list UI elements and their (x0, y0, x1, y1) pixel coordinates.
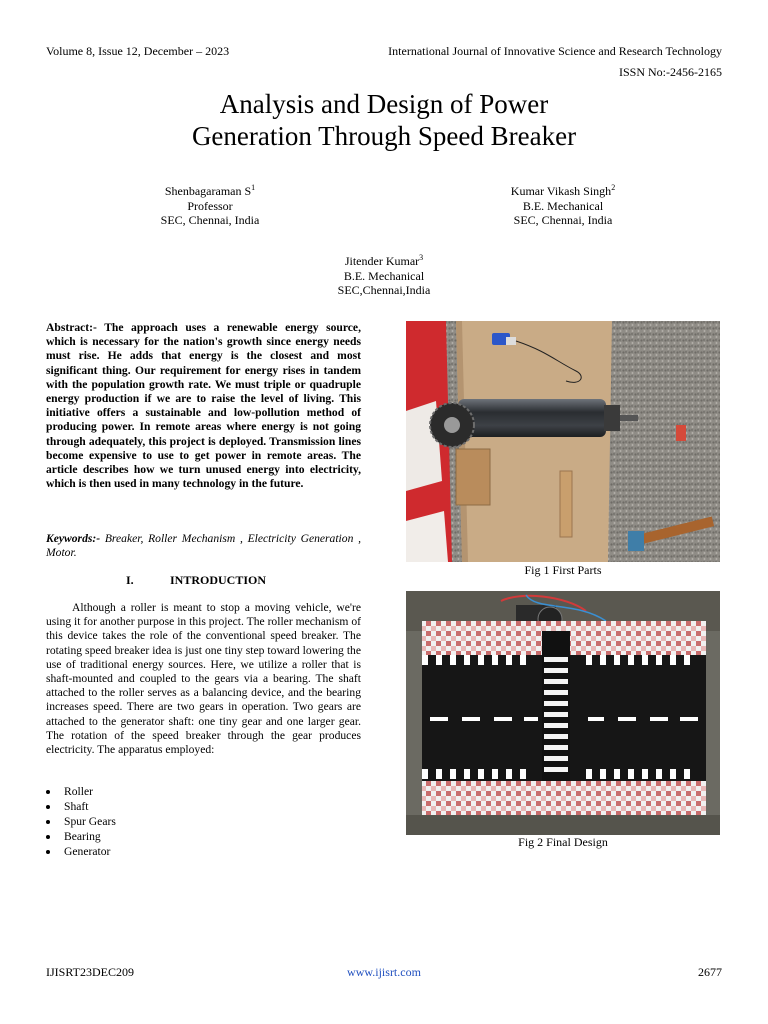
figure-2-photo (406, 591, 720, 835)
author-affiliation-marker: 1 (251, 183, 256, 192)
author-role: B.E. Mechanical (343, 268, 425, 283)
keywords-label: Keywords:- (46, 532, 101, 545)
author-affiliation-marker: 2 (611, 183, 616, 192)
paper-title-line-2: Generation Through Speed Breaker (191, 121, 577, 151)
bullet-icon (46, 835, 50, 839)
list-item: Roller (46, 784, 361, 799)
author-affiliation: SEC, Chennai, India (513, 213, 613, 227)
journal-volume-issue: Volume 8, Issue 12, December – 2023 (46, 44, 230, 58)
list-item: Spur Gears (46, 814, 361, 829)
author-block-2 (483, 181, 643, 228)
prototype-parts-illustration (406, 321, 720, 562)
bullet-icon (46, 820, 50, 824)
figure-1-caption: Fig 1 First Parts (524, 563, 602, 577)
issn-number: ISSN No:-2456-2165 (618, 65, 722, 79)
section-number: I. (126, 573, 134, 587)
author-name: Jitender Kumar (344, 254, 420, 268)
author-role: Professor (187, 198, 233, 213)
paper-title (0, 88, 768, 152)
bullet-icon (46, 805, 50, 809)
abstract-text: The approach uses a renewable energy source, which is necessary for the nation's growth since energy needs must rise. He adds that energy is the closest and most significant thing. Our requirement for energy rises in tandem with the population growth rate. We must triple or quadruple energy production if we are to raise the level of living. This initiative offers a sustainable and low-pollution method of producing power. In remote areas where energy is not going through adequately, this project is deployed. Transmission lines become expensive to use to get power in remote areas. The article describes how we turn unused energy into electricity, which is then used in many technology in the future. (46, 321, 361, 491)
author-affiliation: SEC,Chennai,India (337, 283, 431, 297)
list-item: Bearing (46, 829, 361, 844)
page-number: 2677 (698, 965, 722, 979)
section-title: INTRODUCTION (170, 573, 267, 587)
paper-id: IJISRT23DEC209 (46, 965, 134, 979)
author-affiliation: SEC, Chennai, India (160, 213, 260, 227)
figure-1-photo (406, 321, 720, 562)
abstract-label: Abstract:- (46, 321, 97, 334)
keywords-text: Breaker, Roller Mechanism , Electricity Generation , Motor. (46, 532, 361, 560)
list-item: Generator (46, 844, 361, 859)
author-name: Kumar Vikash Singh (510, 184, 612, 198)
author-block-1 (130, 181, 290, 228)
introduction-paragraph: Although a roller is meant to stop a moving vehicle, we're using it for another purpose in this project. The roller mechanism of this device takes the role of the conventional speed breaker. The rotating speed breaker idea is just one tiny step toward lowering the use of traditional energy sources. Here, we utilize a roller that is shaft-mounted and coupled to the gears via a bearing. The shaft attached to the roller serves as a balancing device, and the bearing increases speed. There are two gears in operation. Two gears are attached to the generator shaft: one tiny gear and one larger gear. The rotation of the speed breaker through the gear produces electricity. The apparatus employed: (46, 601, 361, 757)
abstract (46, 321, 361, 491)
final-design-illustration (406, 591, 720, 835)
journal-website-link[interactable]: www.ijisrt.com (347, 965, 421, 979)
author-name: Shenbagaraman S (164, 184, 252, 198)
list-item: Shaft (46, 799, 361, 814)
figure-2-caption: Fig 2 Final Design (518, 835, 608, 849)
keywords (46, 532, 361, 560)
author-affiliation-marker: 3 (419, 253, 424, 262)
apparatus-list (46, 784, 361, 859)
bullet-icon (46, 790, 50, 794)
author-block-3 (304, 251, 464, 298)
paper-title-line-1: Analysis and Design of Power (219, 89, 549, 119)
author-role: B.E. Mechanical (522, 198, 604, 213)
journal-name: International Journal of Innovative Science and Research Technology (388, 44, 722, 58)
bullet-icon (46, 850, 50, 854)
